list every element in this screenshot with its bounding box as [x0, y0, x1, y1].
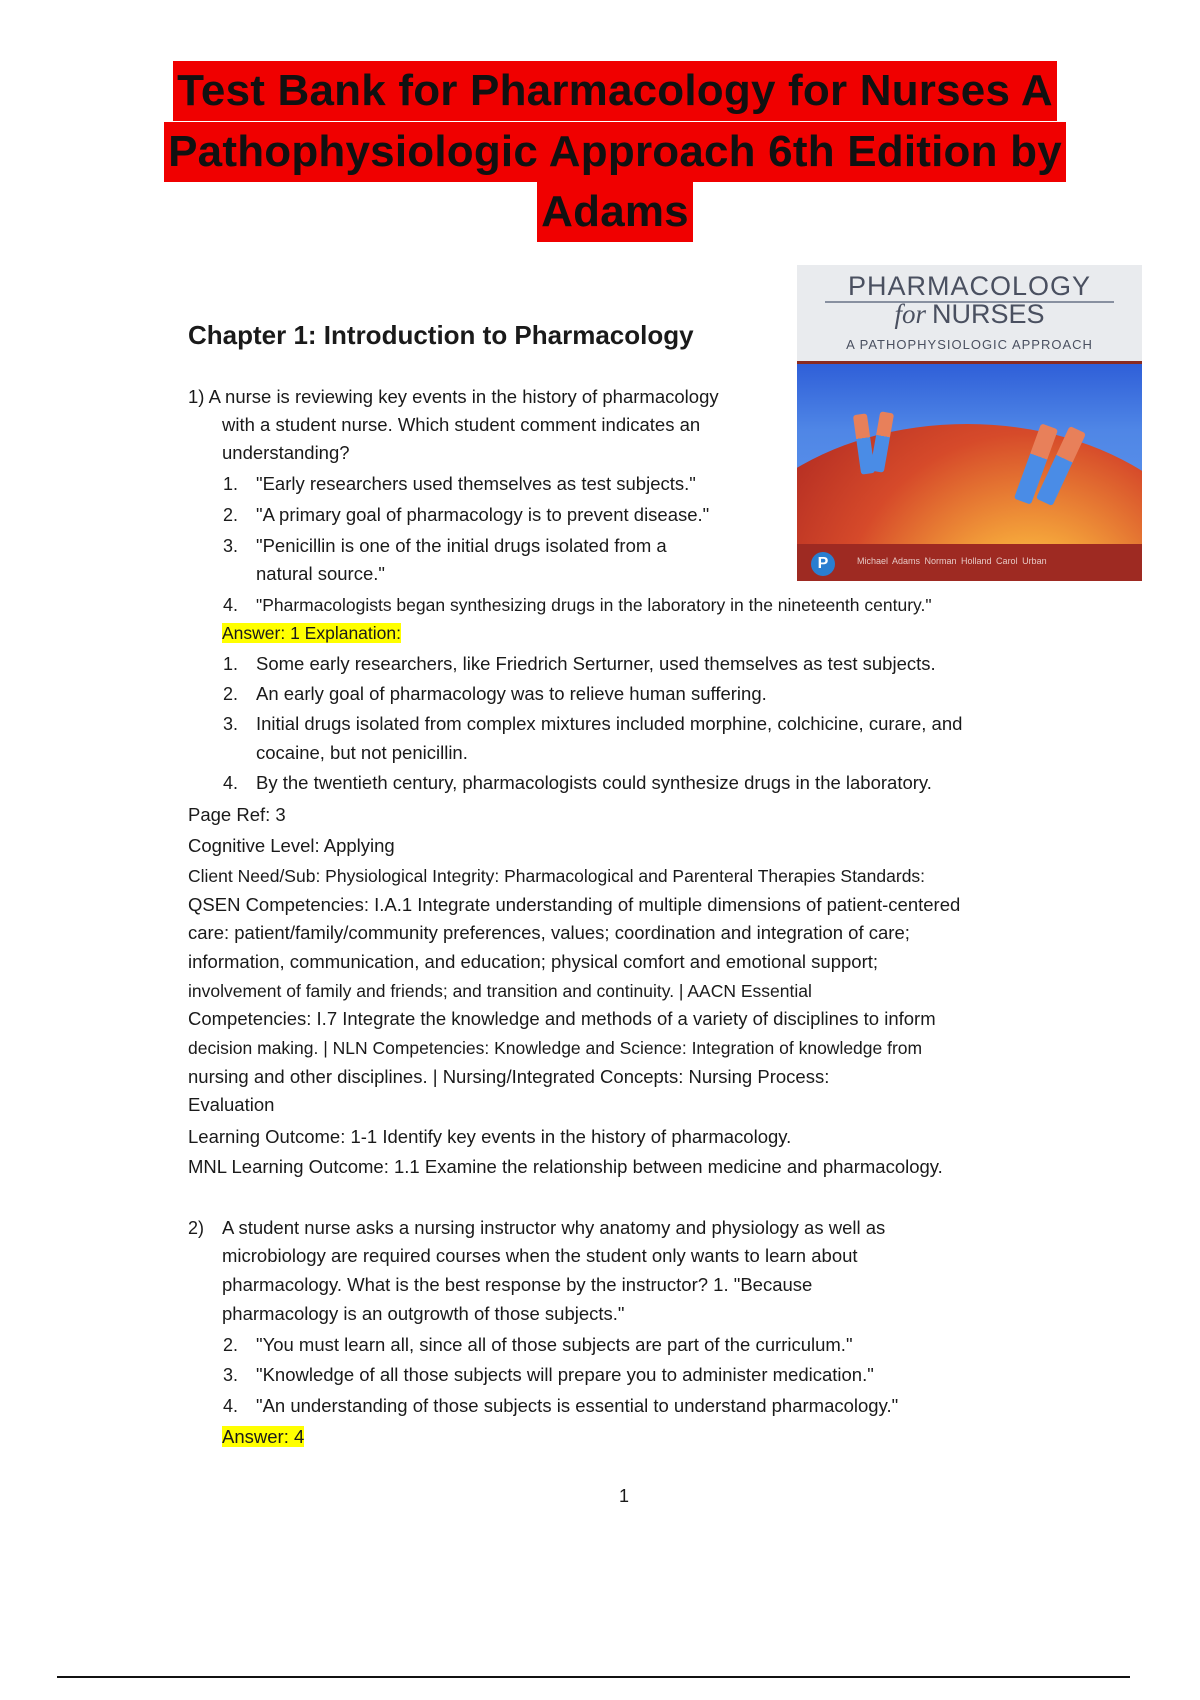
- option-number: 1.: [223, 474, 239, 494]
- q1-explanation-2: An early goal of pharmacology was to relieve human suffering.: [256, 683, 767, 704]
- q1-option-3: natural source.": [256, 563, 385, 584]
- q2-stem: A student nurse asks a nursing instructor why anatomy and physiology as well as: [222, 1217, 886, 1238]
- title-text: Test Bank for Pharmacology for Nurses A: [173, 61, 1057, 121]
- option-number: 2.: [223, 505, 239, 525]
- learning-outcome: Learning Outcome: 1-1 Identify key events in the history of pharmacology.: [188, 1126, 792, 1147]
- answer-highlight: Answer: 4: [222, 1426, 305, 1447]
- page-number: 1: [619, 1486, 630, 1506]
- q2-stem: pharmacology. What is the best response by the instructor? 1. "Because: [222, 1274, 813, 1295]
- client-need: involvement of family and friends; and transition and continuity. | AACN Essential: [188, 981, 812, 1001]
- title-line-1: [0, 61, 1200, 121]
- client-need: QSEN Competencies: I.A.1 Integrate understanding of multiple dimensions of patient-centered: [188, 894, 961, 915]
- q1-option-2: "A primary goal of pharmacology is to prevent disease.": [256, 504, 710, 525]
- option-number: 4.: [223, 595, 239, 615]
- q1-explanation-1: Some early researchers, like Friedrich Serturner, used themselves as test subjects.: [256, 653, 936, 674]
- chapter-heading: Chapter 1: Introduction to Pharmacology: [188, 320, 694, 350]
- q2-stem: pharmacology is an outgrowth of those subjects.": [222, 1303, 625, 1324]
- publisher-logo: P: [811, 552, 835, 576]
- option-number: 3.: [223, 1365, 239, 1385]
- cover-authors: Michael Adams Norman Holland Carol Urban: [857, 556, 1047, 566]
- cover-title: PHARMACOLOGY: [847, 271, 1092, 301]
- cover-nurses: NURSES: [931, 299, 1045, 329]
- client-need: decision making. | NLN Competencies: Knowledge and Science: Integration of knowledge from: [188, 1038, 923, 1058]
- client-need: information, communication, and education; physical comfort and emotional support;: [188, 951, 879, 972]
- cover-author-band: [797, 544, 1142, 581]
- q1-option-1: "Early researchers used themselves as test subjects.": [256, 473, 696, 494]
- q1-answer: [222, 621, 401, 645]
- q2-option-3: "Knowledge of all those subjects will prepare you to administer medication.": [256, 1364, 874, 1385]
- cover-subtitle: A PATHOPHYSIOLOGIC APPROACH: [846, 337, 1093, 352]
- option-number: 3.: [223, 536, 239, 556]
- explanation-number: 2.: [223, 684, 239, 704]
- explanation-number: 1.: [223, 654, 239, 674]
- book-cover-image: [797, 265, 1142, 581]
- page-ref: Page Ref: 3: [188, 804, 286, 825]
- q1-stem: understanding?: [222, 442, 350, 463]
- q1-explanation-4: By the twentieth century, pharmacologists could synthesize drugs in the laboratory.: [256, 772, 932, 793]
- option-number: 2.: [223, 1335, 239, 1355]
- client-need: Competencies: I.7 Integrate the knowledge and methods of a variety of disciplines to inform: [188, 1008, 936, 1029]
- q2-answer: [222, 1425, 304, 1449]
- q1-stem: with a student nurse. Which student comment indicates an: [222, 414, 701, 435]
- cover-for: for: [894, 299, 926, 329]
- cover-title-2: [797, 299, 1142, 330]
- explanation-number: 3.: [223, 714, 239, 734]
- cover-artwork: [797, 361, 1142, 581]
- client-need: care: patient/family/community preferences, values; coordination and integration of care;: [188, 922, 910, 943]
- footer-divider: [57, 1676, 1130, 1678]
- q2-option-2: "You must learn all, since all of those subjects are part of the curriculum.": [256, 1334, 853, 1355]
- q1-option-3: "Penicillin is one of the initial drugs isolated from a: [256, 535, 667, 556]
- q1-explanation-3: Initial drugs isolated from complex mixtures included morphine, colchicine, curare, and: [256, 713, 963, 734]
- q2-stem: microbiology are required courses when the student only wants to learn about: [222, 1245, 858, 1266]
- client-need: nursing and other disciplines. | Nursing/Integrated Concepts: Nursing Process:: [188, 1066, 830, 1087]
- mnl-learning-outcome: MNL Learning Outcome: 1.1 Examine the relationship between medicine and pharmacology.: [188, 1156, 943, 1177]
- option-number: 4.: [223, 1396, 239, 1416]
- title-line-2: [0, 122, 1200, 182]
- title-text: Adams: [537, 182, 693, 242]
- q1-stem: 1) A nurse is reviewing key events in the history of pharmacology: [188, 386, 719, 407]
- cognitive-level: Cognitive Level: Applying: [188, 835, 395, 856]
- q2-option-4: "An understanding of those subjects is essential to understand pharmacology.": [256, 1395, 899, 1416]
- answer-highlight: Answer: 1 Explanation:: [222, 623, 401, 643]
- title-text: Pathophysiologic Approach 6th Edition by: [164, 122, 1066, 182]
- client-need: Client Need/Sub: Physiological Integrity: Pharmacological and Parenteral Therapies Standards:: [188, 866, 926, 886]
- title-line-3: [0, 182, 1200, 242]
- q1-explanation-3: cocaine, but not penicillin.: [256, 742, 468, 763]
- q2-number: 2): [188, 1218, 205, 1238]
- explanation-number: 4.: [223, 773, 239, 793]
- client-need: Evaluation: [188, 1094, 275, 1115]
- q1-option-4: "Pharmacologists began synthesizing drugs in the laboratory in the nineteenth century.": [256, 595, 932, 615]
